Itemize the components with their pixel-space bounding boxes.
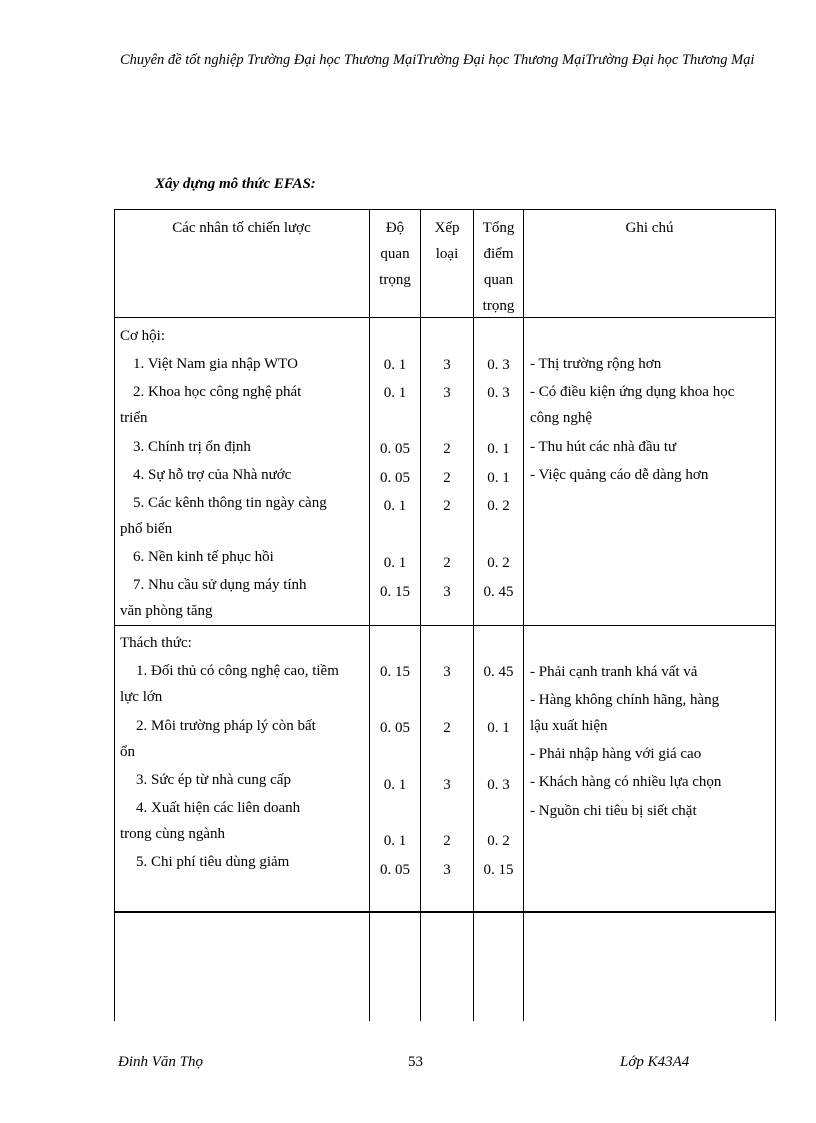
footer-author: Đinh Văn Thọ <box>118 1054 204 1070</box>
opp-note-2: - Có điều kiện ứng dụng khoa học <box>530 384 735 400</box>
thr-note-2-cont: lậu xuất hiện <box>530 718 608 734</box>
footer-class: Lớp K43A4 <box>620 1054 690 1070</box>
thr-factor-4-cont: trong cùng ngành <box>120 826 225 842</box>
col-divider-1 <box>369 209 370 1021</box>
opp-weight-1: 0. 1 <box>383 357 407 373</box>
page-header: Chuyên đề tốt nghiệp Trường Đại học Thương MạiTrường Đại học Thương MạiTrường Đại học Thương Mại <box>120 52 755 68</box>
header-rating: Xếp loại <box>434 220 460 262</box>
thr-rating-2: 2 <box>443 720 451 736</box>
thr-weight-3: 0. 1 <box>383 777 407 793</box>
col-divider-2 <box>420 209 421 1021</box>
threats-label: Thách thức: <box>120 635 192 651</box>
thr-note-5: - Nguồn chi tiêu bị siết chặt <box>530 803 697 819</box>
table-border-left <box>114 209 115 1021</box>
thr-rating-1: 3 <box>443 664 451 680</box>
opp-rating-3: 2 <box>443 441 451 457</box>
thr-note-2: - Hàng không chính hãng, hàng <box>530 692 720 708</box>
opp-score-6: 0. 2 <box>487 555 510 571</box>
thr-rating-5: 3 <box>443 862 451 878</box>
thr-weight-2: 0. 05 <box>380 720 410 736</box>
thr-factor-1-cont: lực lớn <box>120 689 163 705</box>
opp-weight-5: 0. 1 <box>383 498 407 514</box>
opp-score-5: 0. 2 <box>487 498 510 514</box>
opp-factor-2-cont: triển <box>120 410 148 426</box>
opp-weight-2: 0. 1 <box>383 385 407 401</box>
table-lower-divider <box>114 911 776 913</box>
opp-factor-3: 3. Chính trị ổn định <box>133 439 251 455</box>
thr-score-1: 0. 45 <box>483 664 514 680</box>
footer-page-number: 53 <box>408 1054 423 1070</box>
thr-note-1: - Phải cạnh tranh khá vất vả <box>530 664 698 680</box>
opp-weight-6: 0. 1 <box>383 555 407 571</box>
col-divider-3 <box>473 209 474 1021</box>
header-weight: Độ quan trọng <box>379 220 411 288</box>
opp-note-1: - Thị trường rộng hơn <box>530 356 662 372</box>
opp-weight-4: 0. 05 <box>380 470 410 486</box>
efas-table <box>114 209 776 1021</box>
opp-note-3: - Thu hút các nhà đầu tư <box>530 439 677 455</box>
opp-score-1: 0. 3 <box>487 357 510 373</box>
table-header-divider <box>114 317 776 318</box>
header-score: Tổng điểm quan trọng <box>482 220 515 314</box>
thr-rating-3: 3 <box>443 777 451 793</box>
opp-weight-3: 0. 05 <box>380 441 410 457</box>
thr-factor-2: 2. Môi trường pháp lý còn bất <box>136 718 316 734</box>
opp-rating-5: 2 <box>443 498 451 514</box>
thr-weight-1: 0. 15 <box>380 664 410 680</box>
section-title: Xây dựng mô thức EFAS: <box>155 176 316 192</box>
thr-rating-4: 2 <box>443 833 451 849</box>
thr-weight-4: 0. 1 <box>383 833 407 849</box>
thr-score-4: 0. 2 <box>487 833 510 849</box>
opp-factor-5: 5. Các kênh thông tin ngày càng <box>133 495 327 511</box>
opp-rating-7: 3 <box>443 584 451 600</box>
thr-score-5: 0. 15 <box>483 862 514 878</box>
opportunities-label: Cơ hội: <box>120 328 166 344</box>
thr-score-2: 0. 1 <box>487 720 510 736</box>
thr-factor-4: 4. Xuất hiện các liên doanh <box>136 800 301 816</box>
opp-score-7: 0. 45 <box>483 584 514 600</box>
thr-note-3: - Phải nhập hàng với giá cao <box>530 746 702 762</box>
opp-rating-4: 2 <box>443 470 451 486</box>
thr-factor-2-cont: ổn <box>120 744 135 760</box>
opp-rating-2: 3 <box>443 385 451 401</box>
table-border-right <box>775 209 776 1021</box>
opp-factor-4: 4. Sự hỗ trợ của Nhà nước <box>133 467 292 483</box>
header-notes: Ghi chú <box>625 220 674 236</box>
thr-note-4: - Khách hàng có nhiều lựa chọn <box>530 774 722 790</box>
opp-score-2: 0. 3 <box>487 385 510 401</box>
opp-factor-1: 1. Việt Nam gia nhập WTO <box>133 356 298 372</box>
opp-note-4: - Việc quảng cáo dễ dàng hơn <box>530 467 709 483</box>
opp-factor-6: 6. Nền kinh tế phục hồi <box>133 549 274 565</box>
header-factors: Các nhân tố chiến lược <box>172 220 311 236</box>
table-border-top <box>114 209 776 210</box>
opp-weight-7: 0. 15 <box>380 584 410 600</box>
thr-weight-5: 0. 05 <box>380 862 410 878</box>
opp-rating-6: 2 <box>443 555 451 571</box>
opp-score-4: 0. 1 <box>487 470 510 486</box>
thr-factor-5: 5. Chi phí tiêu dùng giảm <box>136 854 290 870</box>
opp-factor-5-cont: phổ biến <box>120 521 173 537</box>
thr-score-3: 0. 3 <box>487 777 510 793</box>
opp-note-2-cont: công nghệ <box>530 410 593 426</box>
table-section-divider <box>114 625 776 626</box>
thr-factor-3: 3. Sức ép từ nhà cung cấp <box>136 772 291 788</box>
thr-factor-1: 1. Đối thủ có công nghệ cao, tiềm <box>136 663 339 679</box>
opp-factor-7-cont: văn phòng tăng <box>120 603 213 619</box>
opp-factor-7: 7. Nhu cầu sử dụng máy tính <box>133 577 307 593</box>
opp-score-3: 0. 1 <box>487 441 510 457</box>
opp-rating-1: 3 <box>443 357 451 373</box>
opp-factor-2: 2. Khoa học công nghệ phát <box>133 384 302 400</box>
col-divider-4 <box>523 209 524 1021</box>
